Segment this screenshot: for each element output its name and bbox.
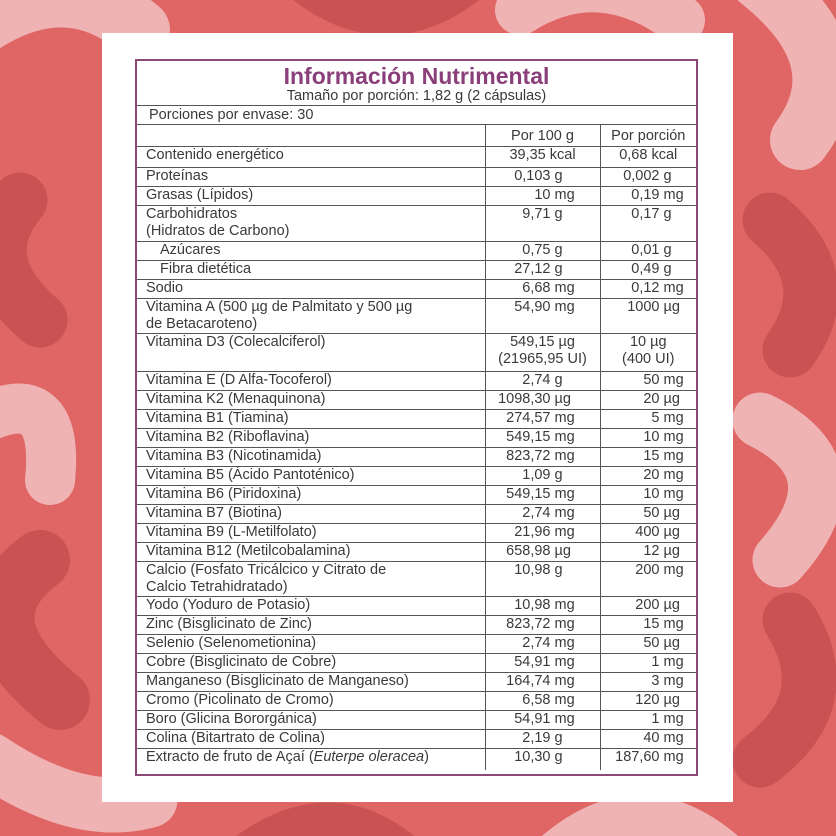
value-unit: mg: [554, 486, 575, 502]
value-number: 15: [643, 448, 660, 464]
value-number: 50: [643, 635, 660, 651]
value-unit: mg: [663, 467, 684, 483]
nutrient-name: [137, 749, 485, 770]
value-number: 1: [651, 711, 660, 727]
nutrient-name: [137, 429, 485, 448]
value-number: 6,58: [522, 692, 551, 708]
value-per-100g: [485, 391, 600, 410]
value-unit: µg: [663, 391, 680, 407]
nutrient-label: Contenido energético: [146, 147, 284, 163]
nutrient-label: Vitamina B6 (Piridoxina): [146, 486, 302, 502]
header-per-100g: Por 100 g: [485, 125, 600, 147]
value-per-serving: [600, 616, 696, 635]
value-unit: g: [554, 730, 563, 746]
value-per-100g: [485, 692, 600, 711]
table-row: [137, 635, 696, 654]
value-number: 200: [635, 562, 660, 578]
value-number: 20: [643, 467, 660, 483]
value-per-100g: [485, 505, 600, 524]
table-row: [137, 673, 696, 692]
value-per-serving: [600, 448, 696, 467]
nutrient-name: [137, 616, 485, 635]
value-per-100g: [485, 261, 600, 280]
value-text: 39,35 kcal: [509, 147, 576, 163]
nutrient-label: Manganeso (Bisglicinato de Manganeso): [146, 673, 409, 689]
value-per-serving: [600, 635, 696, 654]
value-per-100g: [485, 730, 600, 749]
table-row: [137, 467, 696, 486]
nutrient-name: [137, 543, 485, 562]
value-unit: mg: [663, 730, 684, 746]
nutrient-name: [137, 505, 485, 524]
value-per-100g: [485, 372, 600, 391]
nutrient-name: [137, 410, 485, 429]
table-row: [137, 654, 696, 673]
value-number: 54,90: [514, 299, 551, 315]
value-unit: g: [663, 206, 672, 222]
serving-size: Tamaño por porción: 1,82 g (2 cápsulas): [286, 88, 547, 104]
value-number: 21,96: [514, 524, 551, 540]
value-per-serving: [600, 242, 696, 261]
value-unit: mg: [554, 654, 575, 670]
value-number: 40: [643, 730, 660, 746]
value-unit: µg: [663, 597, 680, 613]
nutrient-label: Vitamina D3 (Colecalciferol): [146, 334, 326, 350]
value-per-serving: [600, 467, 696, 486]
value-number: 823,72: [506, 616, 551, 632]
value-unit: mg: [663, 429, 684, 445]
nutrient-label: Selenio (Selenometionina): [146, 635, 317, 651]
value-unit: mg: [554, 448, 575, 464]
value-per-serving: [600, 673, 696, 692]
value-per-serving: [600, 280, 696, 299]
nutrient-label: Vitamina K2 (Menaquinona): [146, 391, 326, 407]
nutrient-name: [137, 261, 485, 280]
value-per-100g: [485, 334, 600, 372]
nutrient-name: [137, 334, 485, 372]
nutrient-name: [137, 524, 485, 543]
nutrition-table: [137, 124, 696, 770]
value-per-serving: [600, 730, 696, 749]
value-unit: µg: [554, 391, 571, 407]
value-per-serving: [600, 410, 696, 429]
value-number: 0,103: [514, 168, 551, 184]
value-per-100g: [485, 635, 600, 654]
nutrient-label: Extracto de fruto de Açaí (: [146, 749, 314, 765]
value-number: 823,72: [506, 448, 551, 464]
value-number: 1: [651, 654, 660, 670]
value-number: 164,74: [506, 673, 551, 689]
value-unit: mg: [663, 711, 684, 727]
value-unit: µg: [663, 524, 680, 540]
nutrient-name: [137, 730, 485, 749]
value-unit: mg: [663, 280, 684, 296]
value-per-100g: [485, 429, 600, 448]
value-per-serving: [600, 391, 696, 410]
value-unit: g: [554, 562, 563, 578]
nutrient-label: Zinc (Bisglicinato de Zinc): [146, 616, 312, 632]
value-unit: mg: [554, 635, 575, 651]
table-row: [137, 448, 696, 467]
table-row: [137, 543, 696, 562]
value-per-serving: [600, 524, 696, 543]
value-unit: mg: [554, 280, 575, 296]
value-number: 549,15: [506, 486, 551, 502]
nutrition-panel: [135, 59, 698, 776]
value-unit: mg: [554, 299, 575, 315]
nutrient-label: Vitamina E (D Alfa-Tocoferol): [146, 372, 332, 388]
table-row: [137, 261, 696, 280]
value-number: 2,74: [522, 372, 551, 388]
value-unit: g: [554, 261, 563, 277]
value-unit: µg: [663, 692, 680, 708]
table-row: [137, 486, 696, 505]
value-per-100g: [485, 597, 600, 616]
nutrient-name: [137, 654, 485, 673]
value-per-100g: [485, 206, 600, 242]
value-number: 27,12: [514, 261, 551, 277]
table-row: [137, 749, 696, 770]
nutrient-label: Boro (Glicina Bororgánica): [146, 711, 317, 727]
value-number: 54,91: [514, 711, 551, 727]
value-per-100g: [485, 410, 600, 429]
nutrient-label: Vitamina B3 (Nicotinamida): [146, 448, 322, 464]
value-unit: g: [663, 168, 672, 184]
table-row: [137, 242, 696, 261]
nutrient-name: [137, 299, 485, 334]
value-number: 0,19: [631, 187, 660, 203]
value-per-100g: [485, 467, 600, 486]
value-number: 0,12: [631, 280, 660, 296]
value-unit: mg: [554, 187, 575, 203]
value-per-serving: [600, 749, 696, 770]
nutrient-name: [137, 147, 485, 168]
value-unit: mg: [554, 673, 575, 689]
value-per-serving: [600, 147, 696, 168]
nutrient-name: [137, 372, 485, 391]
value-unit: mg: [663, 372, 684, 388]
value-number: 0,75: [522, 242, 551, 258]
value-per-100g: [485, 749, 600, 770]
value-number: 2,74: [522, 635, 551, 651]
value-number: 0,17: [631, 206, 660, 222]
nutrient-label-line2: Calcio Tetrahidratado): [146, 579, 288, 595]
table-row: [137, 334, 696, 372]
value-number: 658,98: [506, 543, 551, 559]
value-number: 2,19: [522, 730, 551, 746]
value-per-serving: [600, 299, 696, 334]
value-text: 10 µg: [629, 334, 667, 350]
value-unit: g: [554, 168, 563, 184]
nutrient-name: [137, 562, 485, 597]
value-unit: g: [663, 242, 672, 258]
value-per-100g: [485, 524, 600, 543]
table-row: [137, 280, 696, 299]
nutrient-label: Cromo (Picolinato de Cromo): [146, 692, 334, 708]
value-number: 2,74: [522, 505, 551, 521]
nutrient-label: Vitamina B2 (Riboflavina): [146, 429, 310, 445]
value-number: 0,002: [623, 168, 660, 184]
nutrient-label: Vitamina B5 (Ácido Pantoténico): [146, 467, 355, 483]
value-unit: µg: [663, 505, 680, 521]
table-row: [137, 597, 696, 616]
value-per-serving: [600, 505, 696, 524]
nutrient-name: [137, 486, 485, 505]
value-number: 10: [643, 486, 660, 502]
value-unit: mg: [554, 692, 575, 708]
nutrient-label-line2: de Betacaroteno): [146, 316, 258, 332]
value-unit: g: [663, 261, 672, 277]
servings-per-container: Porciones por envase: 30: [137, 105, 696, 124]
value-per-100g: [485, 673, 600, 692]
value-unit: µg: [663, 635, 680, 651]
value-unit: g: [554, 467, 563, 483]
value-number: 15: [643, 616, 660, 632]
value-number: 6,68: [522, 280, 551, 296]
value-per-serving: [600, 261, 696, 280]
nutrient-label: Vitamina B1 (Tiamina): [146, 410, 289, 426]
value-unit: µg: [663, 543, 680, 559]
value-number: 120: [635, 692, 660, 708]
value-number: 1098,30: [498, 391, 551, 407]
value-per-serving: [600, 711, 696, 730]
value-number: 549,15: [506, 429, 551, 445]
nutrient-name: [137, 448, 485, 467]
value-unit: mg: [554, 524, 575, 540]
value-per-serving: [600, 206, 696, 242]
table-row: [137, 711, 696, 730]
header-nutrient: [137, 125, 485, 147]
nutrient-label: Cobre (Bisglicinato de Cobre): [146, 654, 337, 670]
value-unit: mg: [554, 711, 575, 727]
value-number: 1000: [627, 299, 660, 315]
value-number: 50: [643, 505, 660, 521]
table-row: [137, 562, 696, 597]
table-row: [137, 616, 696, 635]
nutrient-label: Vitamina B7 (Biotina): [146, 505, 282, 521]
nutrient-name: [137, 467, 485, 486]
nutrient-label: Proteínas: [146, 168, 209, 184]
nutrient-label-italic: Euterpe oleracea: [313, 749, 425, 765]
value-text: 0,68 kcal: [619, 147, 678, 163]
table-row: [137, 206, 696, 242]
table-row: [137, 692, 696, 711]
value-unit: mg: [663, 486, 684, 502]
value-unit: g: [554, 206, 563, 222]
nutrient-label: Yodo (Yoduro de Potasio): [146, 597, 311, 613]
nutrient-label-line2: (Hidratos de Carbono): [146, 223, 290, 239]
value-unit: g: [554, 372, 563, 388]
table-row: [137, 505, 696, 524]
value-per-100g: [485, 562, 600, 597]
value-unit: mg: [663, 562, 684, 578]
value-unit: g: [554, 749, 563, 765]
value-per-serving: [600, 654, 696, 673]
table-row: [137, 730, 696, 749]
nutrient-name: [137, 711, 485, 730]
value-number: 10,30: [514, 749, 551, 765]
nutrient-label: Vitamina A (500 µg de Palmitato y 500 µg: [146, 299, 413, 315]
table-row: [137, 429, 696, 448]
value-unit: mg: [663, 673, 684, 689]
value-unit: µg: [663, 299, 680, 315]
nutrient-label: Fibra dietética: [160, 261, 252, 277]
value-number: 3: [651, 673, 660, 689]
value-text-line2: (400 UI): [622, 351, 675, 367]
nutrient-label: Calcio (Fosfato Tricálcico y Citrato de: [146, 562, 387, 578]
value-per-100g: [485, 654, 600, 673]
nutrient-name: [137, 242, 485, 261]
value-unit: mg: [554, 410, 575, 426]
value-number: 10: [534, 187, 551, 203]
value-per-100g: [485, 147, 600, 168]
nutrient-label: Colina (Bitartrato de Colina): [146, 730, 325, 746]
nutrient-label: Azúcares: [160, 242, 221, 258]
value-per-100g: [485, 486, 600, 505]
value-number: 12: [643, 543, 660, 559]
value-number: 274,57: [506, 410, 551, 426]
nutrient-label: Carbohidratos: [146, 206, 238, 222]
panel-title: Información Nutrimental: [283, 63, 550, 89]
value-per-serving: [600, 187, 696, 206]
value-per-serving: [600, 543, 696, 562]
value-number: 10,98: [514, 562, 551, 578]
table-row: [137, 372, 696, 391]
nutrient-label: Vitamina B12 (Metilcobalamina): [146, 543, 351, 559]
value-per-100g: [485, 299, 600, 334]
value-number: 10,98: [514, 597, 551, 613]
nutrient-name: [137, 206, 485, 242]
nutrient-name: [137, 673, 485, 692]
table-row: [137, 391, 696, 410]
value-number: 50: [643, 372, 660, 388]
nutrient-name: [137, 168, 485, 187]
nutrient-name: [137, 635, 485, 654]
nutrient-label: Sodio: [146, 280, 184, 296]
header-per-serving: Por porción: [600, 125, 696, 147]
value-number: 400: [635, 524, 660, 540]
value-per-100g: [485, 543, 600, 562]
value-per-serving: [600, 486, 696, 505]
value-number: 20: [643, 391, 660, 407]
value-per-100g: [485, 616, 600, 635]
value-text: 549,15 µg: [510, 334, 575, 350]
value-per-100g: [485, 711, 600, 730]
value-per-100g: [485, 187, 600, 206]
value-per-100g: [485, 168, 600, 187]
value-number: 9,71: [522, 206, 551, 222]
value-unit: mg: [554, 616, 575, 632]
value-unit: mg: [663, 448, 684, 464]
table-row: [137, 168, 696, 187]
value-number: 5: [651, 410, 660, 426]
table-row: [137, 524, 696, 543]
nutrient-name: [137, 187, 485, 206]
value-per-100g: [485, 242, 600, 261]
value-per-serving: [600, 168, 696, 187]
value-number: 54,91: [514, 654, 551, 670]
value-unit: mg: [554, 597, 575, 613]
value-per-serving: [600, 562, 696, 597]
value-number: 0,49: [631, 261, 660, 277]
nutrient-name: [137, 280, 485, 299]
value-unit: mg: [663, 616, 684, 632]
nutrient-name: [137, 597, 485, 616]
value-per-serving: [600, 372, 696, 391]
value-per-serving: [600, 334, 696, 372]
value-text-line2: (21965,95 UI): [498, 351, 587, 367]
value-unit: mg: [663, 654, 684, 670]
nutrient-name: [137, 692, 485, 711]
nutrient-label: Vitamina B9 (L-Metilfolato): [146, 524, 317, 540]
nutrient-label-end: ): [424, 749, 429, 765]
value-per-100g: [485, 280, 600, 299]
table-row: [137, 299, 696, 334]
value-per-serving: [600, 597, 696, 616]
table-row: [137, 410, 696, 429]
value-unit: mg: [663, 410, 684, 426]
value-number: 187,60: [615, 749, 660, 765]
value-number: 10: [643, 429, 660, 445]
value-unit: mg: [663, 749, 684, 765]
nutrient-name: [137, 391, 485, 410]
value-unit: mg: [554, 429, 575, 445]
value-number: 1,09: [522, 467, 551, 483]
nutrient-label: Grasas (Lípidos): [146, 187, 254, 203]
value-unit: mg: [663, 187, 684, 203]
table-row: [137, 147, 696, 168]
table-header-row: [137, 125, 696, 147]
value-unit: mg: [554, 505, 575, 521]
value-number: 200: [635, 597, 660, 613]
value-number: 0,01: [631, 242, 660, 258]
value-per-100g: [485, 448, 600, 467]
value-unit: g: [554, 242, 563, 258]
value-per-serving: [600, 429, 696, 448]
value-per-serving: [600, 692, 696, 711]
value-unit: µg: [554, 543, 571, 559]
table-row: [137, 187, 696, 206]
